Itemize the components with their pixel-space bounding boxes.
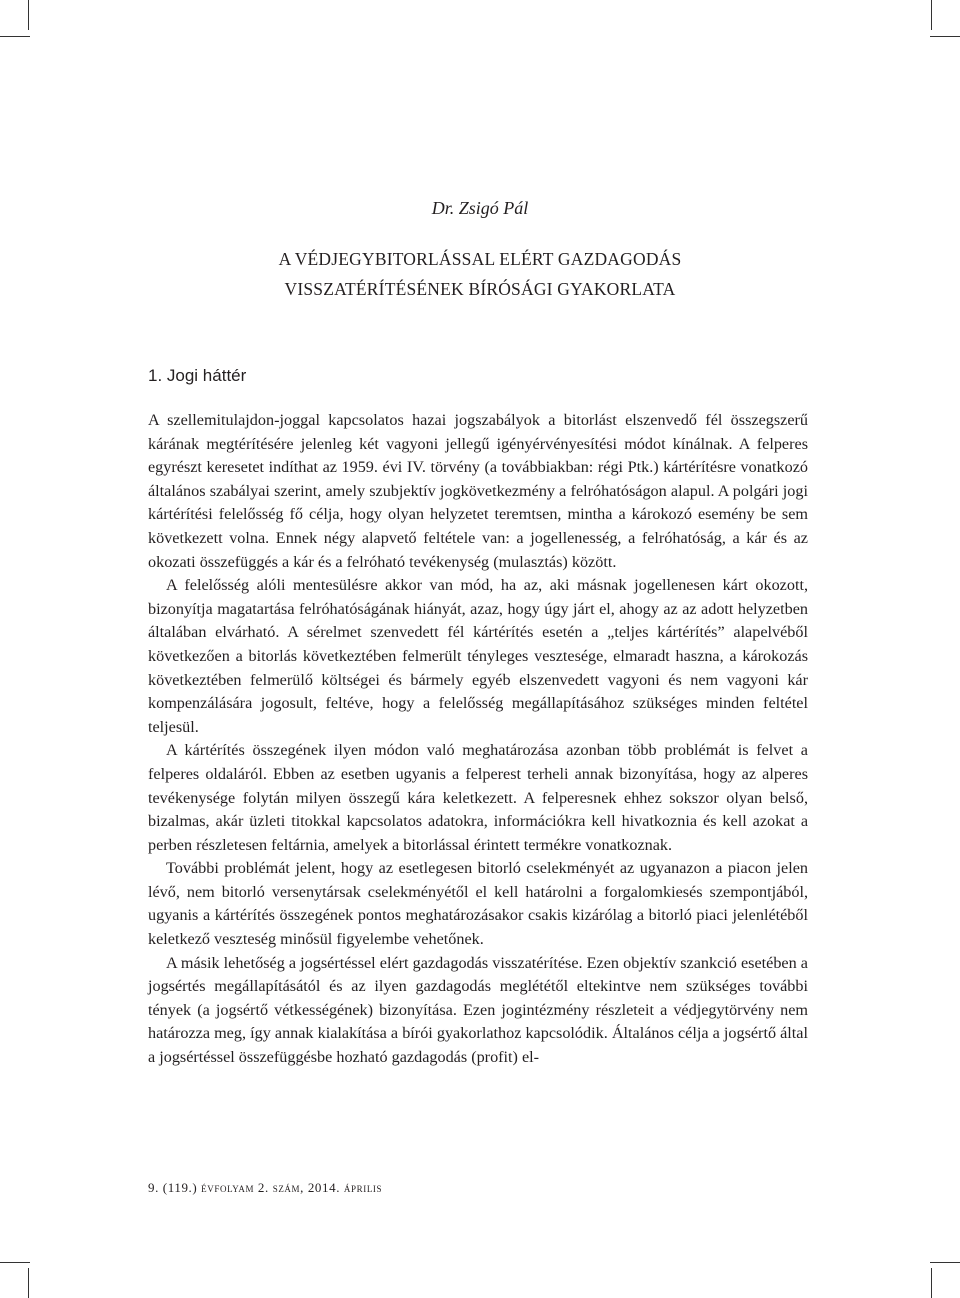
crop-mark: [930, 1262, 960, 1263]
paragraph: A szellemitulajdon-joggal kapcsolatos hazai jogszabályok a bitorlást elszenvedő fél összegszerű kárának megtérítésére jelenleg két vagyoni jellegű igényérvényesítési módot kínálnak. A felperes egyrészt keresetet indíthat az 1959. évi IV. törvény (a továbbiakban: régi Ptk.) kártérítésre vonatkozó általános szabályai szerint, amely szubjektív jogkövetkezmény a felróhatóságon alapul. A polgári jogi kártérítési felelősség fő célja, hogy olyan helyzetet teremtsen, mintha a károkozó esemény be sem következett volna. Ennek négy alapvető feltétele van: a jogellenesség, a felróhatóság, a kár és az okozati összefüggés a kár és a felróható tevékenység (mulasztás) között.: [148, 411, 808, 571]
crop-mark: [930, 36, 960, 37]
crop-mark: [0, 36, 30, 37]
section-heading: 1. Jogi háttér: [148, 366, 247, 385]
paragraph: A felelősség alóli mentesülésre akkor van mód, ha az, aki másnak jogellenesen kárt okozott, bizonyítja magatartása felróhatóságának hiányát, azaz, hogy úgy járt el, ahogy az az adott helyzetben általában elvárható. A sérelmet szenvedett fél kártérítés esetén a „teljes kártérítés” alapelvéből következően a bitorlás következtében felmerült tényleges vesztesége, elmaradt haszna, a károkozás következtében felmerülő költségei és bármely egyéb elszenvedett vagyoni és nem vagyoni kár kompenzálására jogosult, feltéve, hogy a felelősség megállapításához szükséges minden feltétel teljesül.: [148, 576, 808, 736]
title-line: VISSZATÉRÍTÉSÉNEK BÍRÓSÁGI GYAKORLATA: [284, 279, 676, 299]
article-title: [0, 244, 960, 304]
paragraph: A kártérítés összegének ilyen módon való meghatározása azonban több problémát is felvet a felperes oldaláról. Ebben az esetben ugyanis a felperest terheli annak bizonyítása, hogy az alperes tevékenysége folytán milyen összegű kára keletkezett. A felperesnek ehhez sokszor olyan belső, bizalmas, akár üzleti titokkal kapcsolatos adatokra, információkra kell hivatkoznia és kell azokat a perben részletesen feltárnia, amelyek a bitorlással érintett termékre vonatkoznak.: [148, 741, 808, 854]
page-footer: 9. (119.) évfolyam 2. szám, 2014. április: [148, 1180, 383, 1195]
crop-mark: [931, 1268, 932, 1298]
body-text: [148, 409, 808, 1070]
author-name: Dr. Zsigó Pál: [431, 198, 529, 218]
paragraph: További problémát jelent, hogy az esetlegesen bitorló cselekményét az ugyanazon a piacon jelen lévő, nem bitorló versenytársak cselekményétől el kell határolni a forgalomkiesés szempontjából, ugyanis a kártérítés összegének pontos meghatározásakor csakis kizárólag a bitorló piaci jelenlétéből keletkező veszteség minősül figyelembe vehetőnek.: [148, 859, 808, 949]
crop-mark: [28, 0, 29, 30]
crop-mark: [931, 0, 932, 30]
title-line: A VÉDJEGYBITORLÁSSAL ELÉRT GAZDAGODÁS: [278, 249, 682, 269]
crop-mark: [28, 1268, 29, 1298]
paragraph: A másik lehetőség a jogsértéssel elért gazdagodás visszatérítése. Ezen objektív szankció esetében a jogsértés megállapításától és az ilyen gazdagodás meglététől eltekintve nem szükséges további tények (a jogsértő vétkességének) bizonyítása. Ezen jogintézmény részleteit a védjegytörvény nem határozza meg, így annak kialakítása a bírói gyakorlathoz kapcsolódik. Általános célja a jogsértő által a jogsértéssel összefüggésbe hozható gazdagodás (profit) el-: [148, 953, 808, 1067]
crop-mark: [0, 1262, 30, 1263]
